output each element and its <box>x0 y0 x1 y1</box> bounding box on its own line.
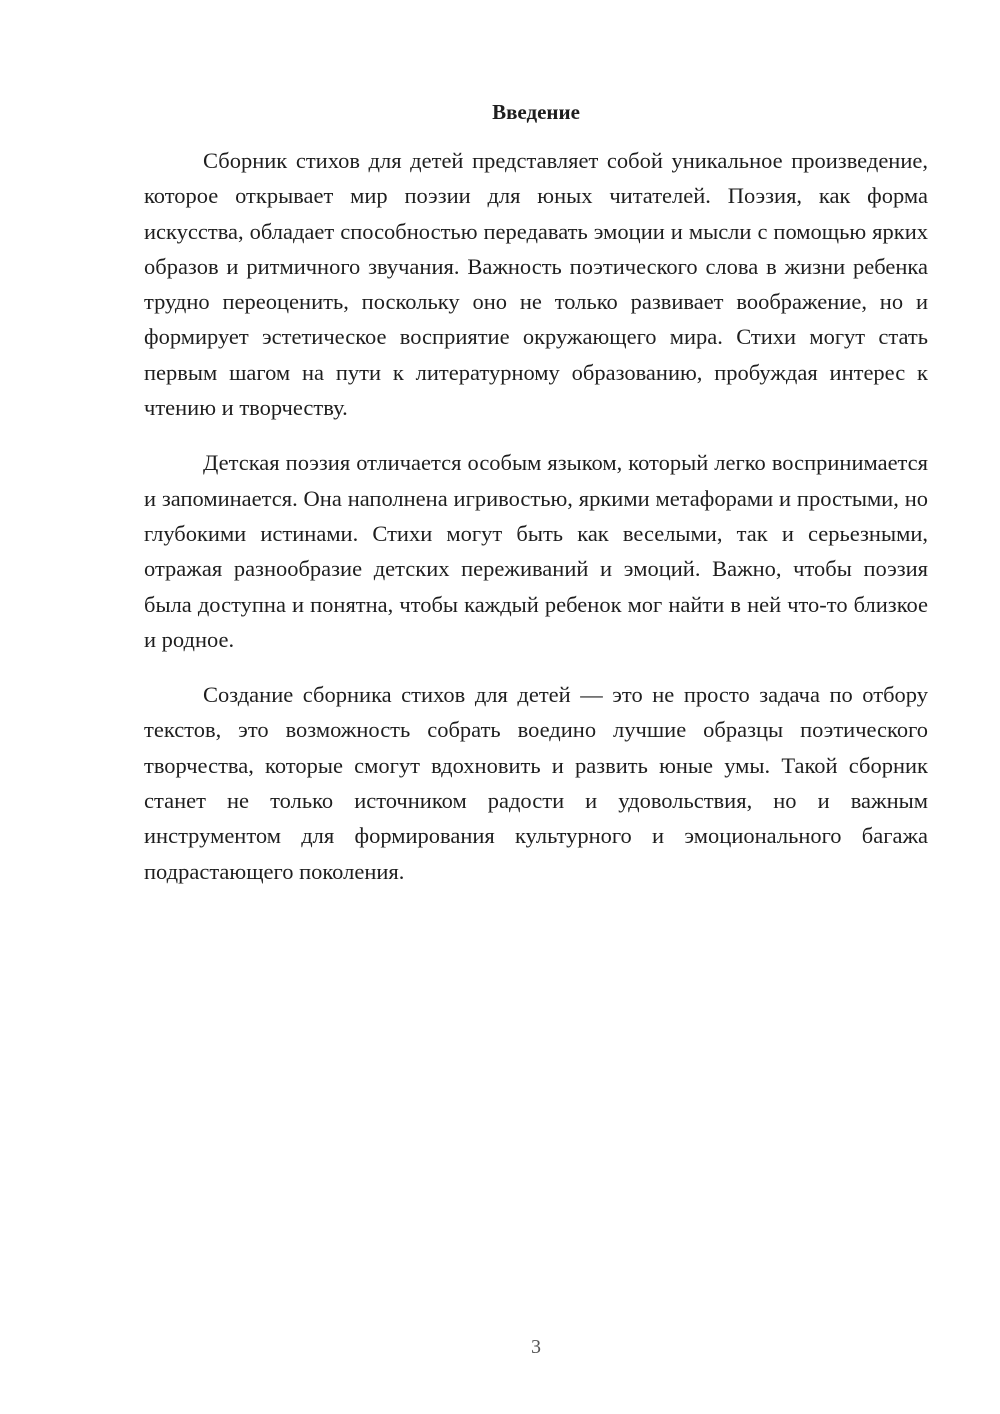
section-heading: Введение <box>492 100 580 124</box>
body-text <box>144 143 928 909</box>
page-number: 3 <box>531 1336 541 1358</box>
paragraph-3: Создание сборника стихов для детей — это не просто задача по отбору текстов, это возможность собрать воедино лучшие образцы поэтического творчества, которые смогут вдохновить и развить юные умы. Такой сборник станет не только источником радости и удовольствия, но и важным инструментом для формирования культурного и эмоционального багажа подрастающего поколения. <box>144 682 928 884</box>
paragraph-1: Сборник стихов для детей представляет собой уникальное произведение, которое открывает мир поэзии для юных читателей. Поэзия, как форма искусства, обладает способностью передавать эмоции и мысли с помощью ярких образов и ритмичного звучания. Важность поэтического слова в жизни ребенка трудно переоценить, поскольку оно не только развивает воображение, но и формирует эстетическое восприятие окружающего мира. Стихи могут стать первым шагом на пути к литературному образованию, пробуждая интерес к чтению и творчеству. <box>144 148 928 421</box>
paragraph-2: Детская поэзия отличается особым языком, который легко воспринимается и запоминается. Она наполнена игривостью, яркими метафорами и простыми, но глубокими истинами. Стихи могут быть как веселыми, так и серьезными, отражая разнообразие детских переживаний и эмоций. Важно, чтобы поэзия была доступна и понятна, чтобы каждый ребенок мог найти в ней что-то близкое и родное. <box>144 450 928 652</box>
